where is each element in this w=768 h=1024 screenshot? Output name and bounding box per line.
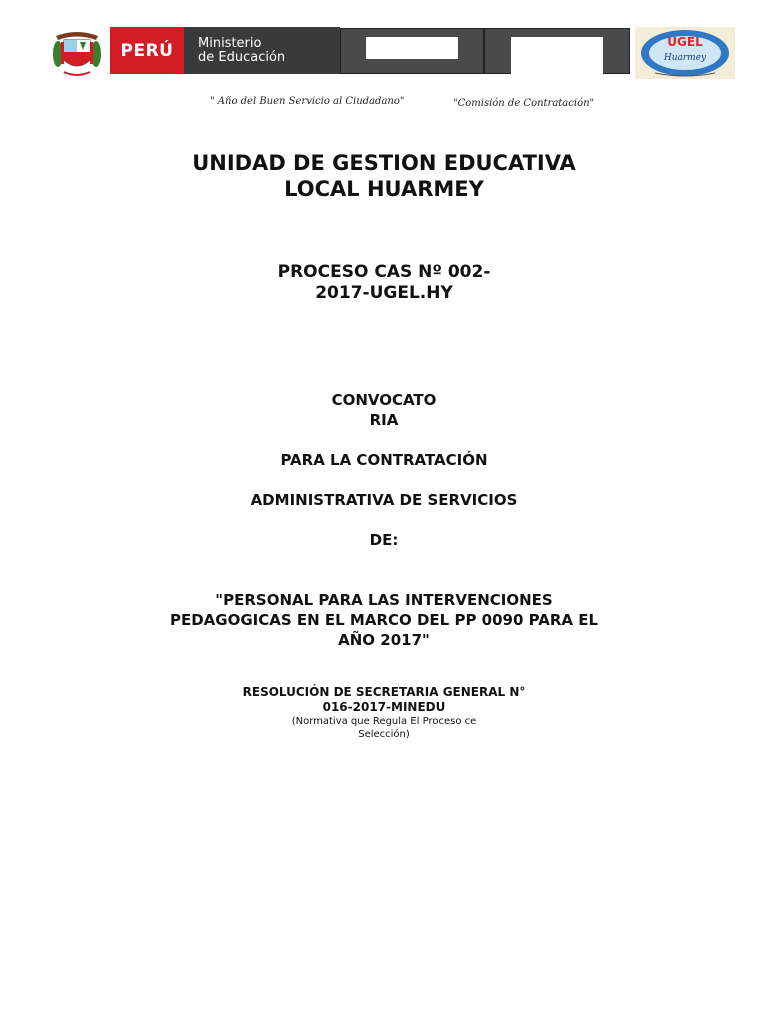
conv-line1: CONVOCATO [331, 391, 437, 409]
resolution-block [0, 685, 768, 741]
ugel-huarmey-logo-icon [635, 27, 735, 79]
process-line2: 2017-UGEL.HY [315, 283, 453, 303]
process-title [0, 262, 768, 304]
conv-line2: RIA [369, 411, 399, 429]
note-line1: (Normativa que Regula El Proceso ce [291, 716, 477, 727]
admin-line: ADMINISTRATIVA DE SERVICIOS [250, 491, 518, 509]
note-line2: Selección) [358, 729, 410, 740]
resolution-line1: RESOLUCIÓN DE SECRETARIA GENERAL N° [242, 685, 526, 699]
subject-heading [0, 590, 768, 650]
organization-title [0, 150, 768, 202]
peru-coat-of-arms-icon [50, 28, 104, 78]
ugel-logo-text: UGEL [667, 35, 703, 49]
motto-right: "Comisión de Contratación" [453, 98, 595, 109]
ministry-line1: Ministerio [198, 36, 262, 51]
header-cell-1 [340, 28, 484, 74]
org-line2: LOCAL HUARMEY [284, 177, 484, 201]
resolution-line2: 016-2017-MINEDU [322, 700, 446, 714]
motto-left: " Año del Buen Servicio al Ciudadano" [210, 96, 405, 107]
org-line1: UNIDAD DE GESTION EDUCATIVA [192, 151, 576, 175]
subject-line1: "PERSONAL PARA LAS INTERVENCIONES [215, 591, 553, 609]
de-line: DE: [369, 531, 399, 549]
document-header [0, 0, 768, 90]
subject-line2: PEDAGOGICAS EN EL MARCO DEL PP 0090 PARA EL [169, 611, 599, 629]
process-line1: PROCESO CAS Nº 002- [277, 262, 491, 282]
subject-line3: AÑO 2017" [338, 631, 430, 649]
ministry-line2: de Educación [198, 50, 286, 65]
convocatoria-heading [0, 390, 768, 430]
ministry-label [184, 27, 340, 74]
ugel-logo-sub: Huarmey [663, 53, 707, 63]
para-line: PARA LA CONTRATACIÓN [280, 451, 488, 469]
peru-label: PERÚ [110, 27, 184, 74]
header-cell-2 [484, 28, 630, 74]
